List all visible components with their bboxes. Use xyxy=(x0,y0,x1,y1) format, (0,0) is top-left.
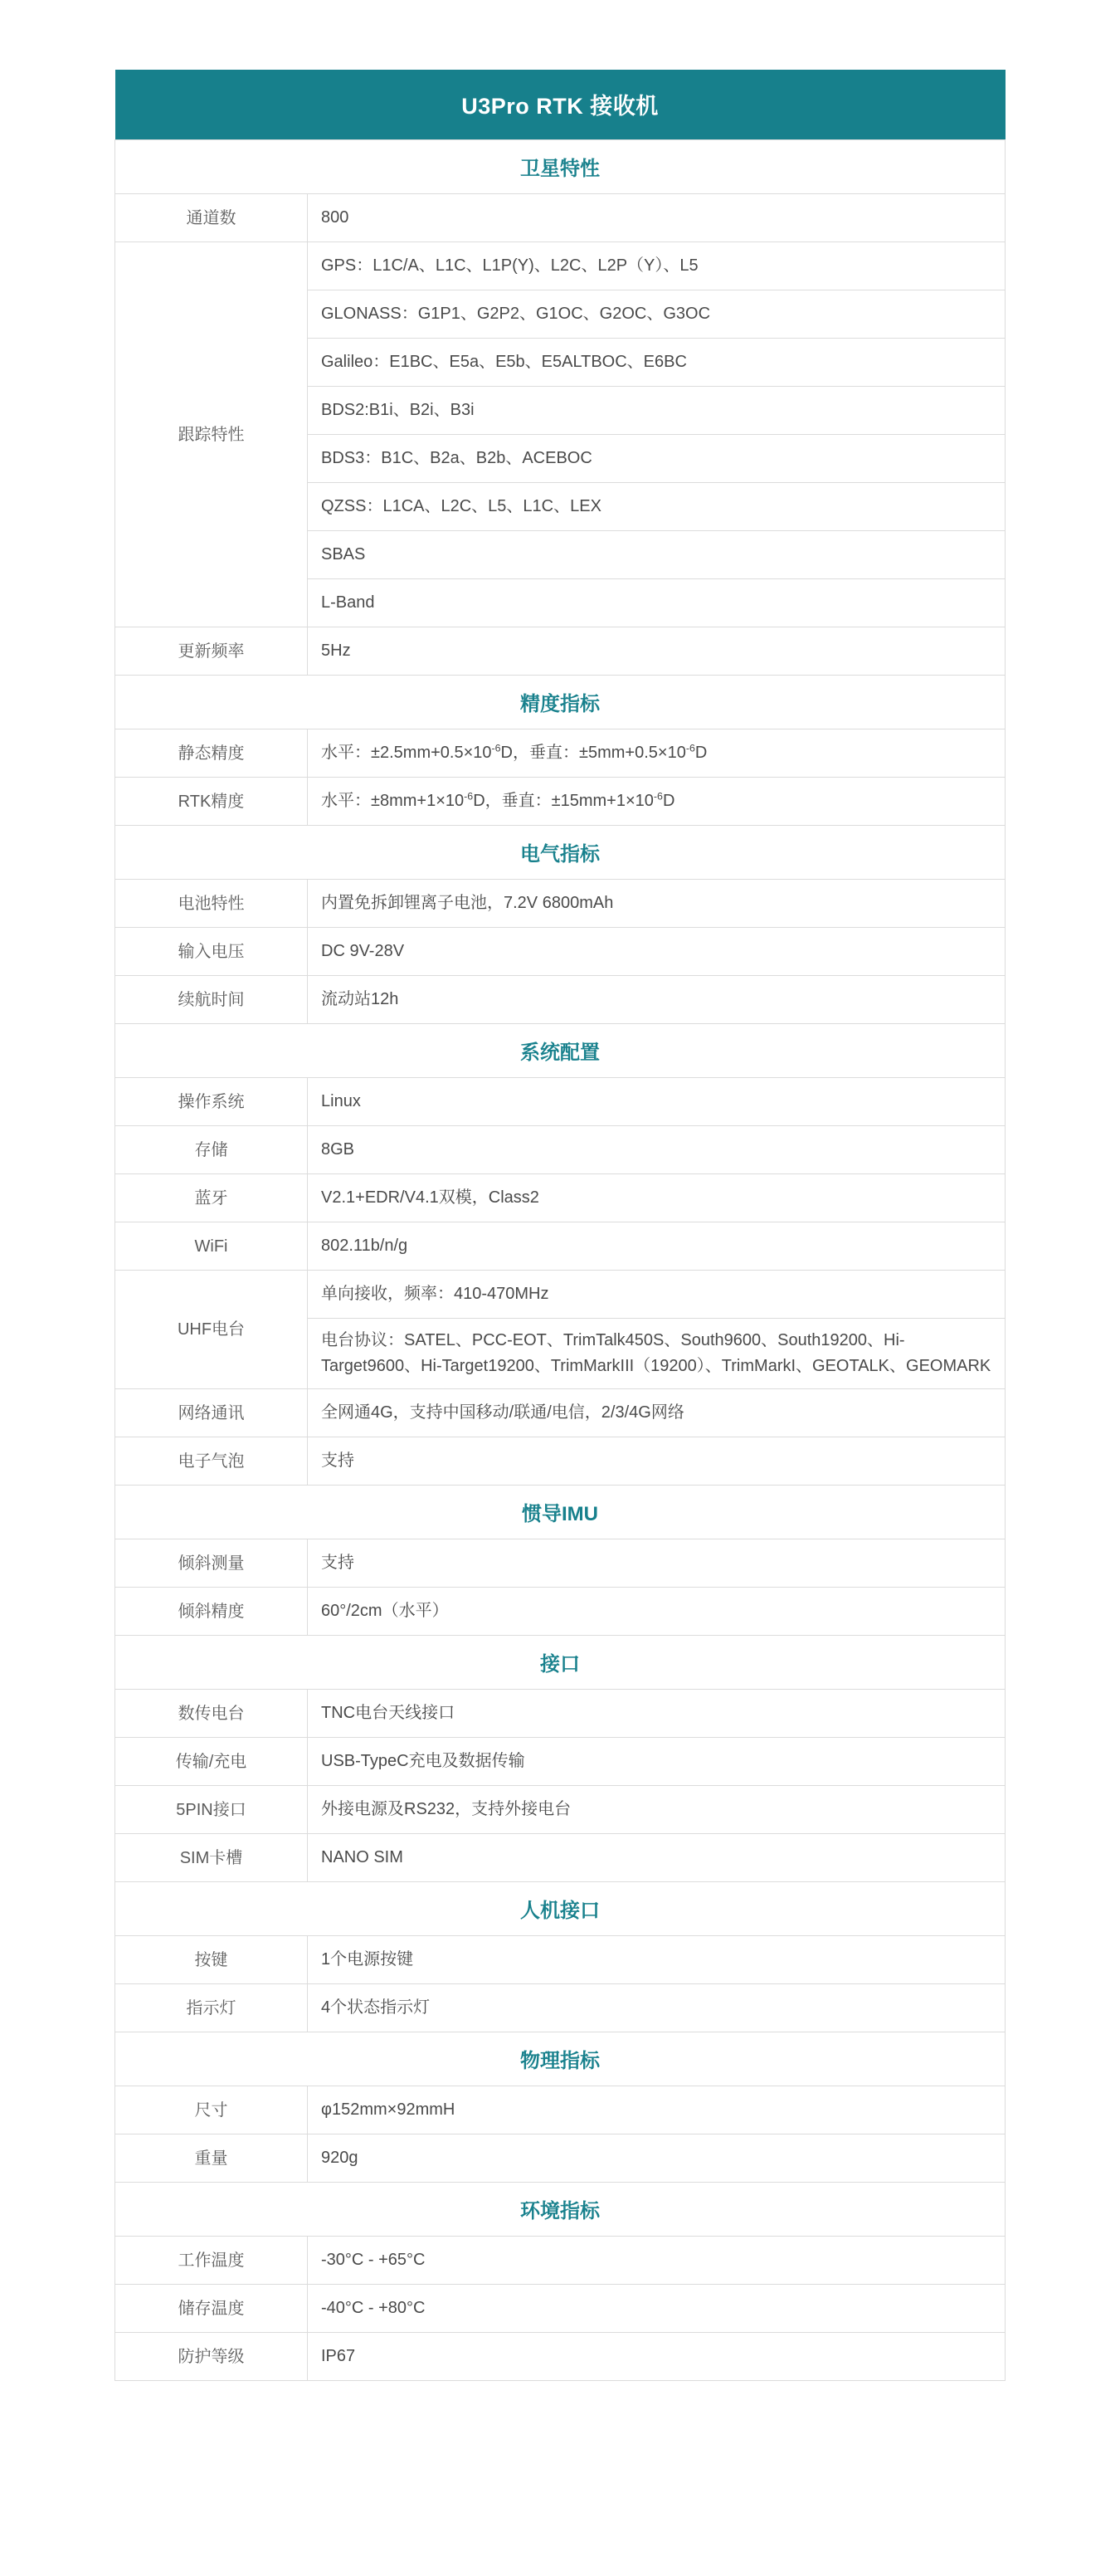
spec-label: 电子气泡 xyxy=(115,1437,308,1486)
spec-value: -40°C - +80°C xyxy=(308,2285,1006,2333)
spec-row xyxy=(115,1078,1006,1126)
spec-value: 水平：$\pm 8mm+1\times 10^{-6}D$，垂直：$\pm 15mm+1\times 10^{-6}D$ xyxy=(308,778,1006,826)
spec-row xyxy=(115,1786,1006,1834)
spec-value: 外接电源及RS232，支持外接电台 xyxy=(308,1786,1006,1834)
spec-table-body xyxy=(115,70,1006,2381)
spec-label: 重量 xyxy=(115,2134,308,2183)
spec-label: 传输/充电 xyxy=(115,1738,308,1786)
spec-row xyxy=(115,778,1006,826)
spec-value: GPS：L1C/A、L1C、L1P(Y)、L2C、L2P（Y）、L5 xyxy=(308,242,1006,290)
section-title: 物理指标 xyxy=(115,2032,1006,2086)
spec-label: 操作系统 xyxy=(115,1078,308,1126)
spec-value: BDS2:B1i、B2i、B3i xyxy=(308,387,1006,435)
spec-label: 倾斜精度 xyxy=(115,1588,308,1636)
section-title: 电气指标 xyxy=(115,826,1006,880)
section-title: 环境指标 xyxy=(115,2183,1006,2237)
spec-value: -30°C - +65°C xyxy=(308,2237,1006,2285)
spec-label: 蓝牙 xyxy=(115,1174,308,1222)
spec-value: NANO SIM xyxy=(308,1834,1006,1882)
spec-label: 按键 xyxy=(115,1936,308,1984)
section-header-row xyxy=(115,1486,1006,1539)
spec-value: SBAS xyxy=(308,531,1006,579)
spec-value: V2.1+EDR/V4.1双模，Class2 xyxy=(308,1174,1006,1222)
spec-row xyxy=(115,2134,1006,2183)
spec-label: 工作温度 xyxy=(115,2237,308,2285)
page-title: U3Pro RTK 接收机 xyxy=(115,70,1006,140)
section-header-row xyxy=(115,2183,1006,2237)
section-header-row xyxy=(115,1882,1006,1936)
spec-value: L-Band xyxy=(308,579,1006,627)
section-title: 系统配置 xyxy=(115,1024,1006,1078)
spec-value: 800 xyxy=(308,194,1006,242)
spec-label: 储存温度 xyxy=(115,2285,308,2333)
spec-value: 内置免拆卸锂离子电池，7.2V 6800mAh xyxy=(308,880,1006,928)
section-title: 人机接口 xyxy=(115,1882,1006,1936)
spec-label: 倾斜测量 xyxy=(115,1539,308,1588)
section-title: 精度指标 xyxy=(115,676,1006,729)
spec-value: TNC电台天线接口 xyxy=(308,1690,1006,1738)
spec-row xyxy=(115,1271,1006,1319)
spec-label: 防护等级 xyxy=(115,2333,308,2381)
spec-value: 1个电源按键 xyxy=(308,1936,1006,1984)
spec-value: USB-TypeC充电及数据传输 xyxy=(308,1738,1006,1786)
spec-value: 流动站12h xyxy=(308,976,1006,1024)
section-header-row xyxy=(115,676,1006,729)
spec-label: 指示灯 xyxy=(115,1984,308,2032)
product-title-row xyxy=(115,70,1006,140)
spec-label: 跟踪特性 xyxy=(115,242,308,627)
spec-row xyxy=(115,1834,1006,1882)
spec-row xyxy=(115,2285,1006,2333)
section-header-row xyxy=(115,2032,1006,2086)
spec-label: 续航时间 xyxy=(115,976,308,1024)
spec-row xyxy=(115,2333,1006,2381)
spec-row xyxy=(115,880,1006,928)
spec-row xyxy=(115,1174,1006,1222)
spec-value: 920g xyxy=(308,2134,1006,2183)
spec-label: RTK精度 xyxy=(115,778,308,826)
spec-row xyxy=(115,1539,1006,1588)
spec-row xyxy=(115,1389,1006,1437)
spec-row xyxy=(115,627,1006,676)
spec-value: 支持 xyxy=(308,1437,1006,1486)
spec-value: 60°/2cm（水平） xyxy=(308,1588,1006,1636)
spec-label: 更新频率 xyxy=(115,627,308,676)
spec-value: DC 9V-28V xyxy=(308,928,1006,976)
spec-label: 输入电压 xyxy=(115,928,308,976)
spec-value: GLONASS：G1P1、G2P2、G1OC、G2OC、G3OC xyxy=(308,290,1006,339)
spec-row xyxy=(115,1437,1006,1486)
spec-label: 通道数 xyxy=(115,194,308,242)
spec-label: 存储 xyxy=(115,1126,308,1174)
section-header-row xyxy=(115,1024,1006,1078)
spec-value: Galileo：E1BC、E5a、E5b、E5ALTBOC、E6BC xyxy=(308,339,1006,387)
spec-value: 802.11b/n/g xyxy=(308,1222,1006,1271)
spec-value: 电台协议：SATEL、PCC-EOT、TrimTalk450S、South9600、South19200、Hi-Target9600、Hi-Target19200、TrimMarkIII（19200）、TrimMarkI、GEOTALK、GEOMARK xyxy=(308,1319,1006,1389)
spec-value: 5Hz xyxy=(308,627,1006,676)
section-title: 接口 xyxy=(115,1636,1006,1690)
spec-label: 电池特性 xyxy=(115,880,308,928)
section-title: 惯导IMU xyxy=(115,1486,1006,1539)
spec-value: 8GB xyxy=(308,1126,1006,1174)
spec-row xyxy=(115,729,1006,778)
section-header-row xyxy=(115,826,1006,880)
spec-value: 支持 xyxy=(308,1539,1006,1588)
spec-label: 网络通讯 xyxy=(115,1389,308,1437)
spec-label: 尺寸 xyxy=(115,2086,308,2134)
spec-value: φ152mm×92mmH xyxy=(308,2086,1006,2134)
section-title: 卫星特性 xyxy=(115,140,1006,194)
spec-row xyxy=(115,242,1006,290)
spec-label: 静态精度 xyxy=(115,729,308,778)
spec-row xyxy=(115,1126,1006,1174)
spec-row xyxy=(115,1936,1006,1984)
spec-value: 全网通4G，支持中国移动/联通/电信，2/3/4G网络 xyxy=(308,1389,1006,1437)
section-header-row xyxy=(115,140,1006,194)
spec-label: WiFi xyxy=(115,1222,308,1271)
spec-value: QZSS：L1CA、L2C、L5、L1C、LEX xyxy=(308,483,1006,531)
spec-label: 数传电台 xyxy=(115,1690,308,1738)
spec-row xyxy=(115,1588,1006,1636)
spec-label: 5PIN接口 xyxy=(115,1786,308,1834)
spec-value: 水平：$\pm 2.5mm+0.5\times 10^{-6}D$，垂直：$\pm 5mm+0.5\times 10^{-6}D$ xyxy=(308,729,1006,778)
spec-row xyxy=(115,1690,1006,1738)
spec-value: IP67 xyxy=(308,2333,1006,2381)
spec-row xyxy=(115,1222,1006,1271)
spec-value: 单向接收，频率：410-470MHz xyxy=(308,1271,1006,1319)
spec-row xyxy=(115,976,1006,1024)
spec-row xyxy=(115,2237,1006,2285)
spec-value: 4个状态指示灯 xyxy=(308,1984,1006,2032)
spec-value: Linux xyxy=(308,1078,1006,1126)
spec-label: UHF电台 xyxy=(115,1271,308,1389)
spec-label: SIM卡槽 xyxy=(115,1834,308,1882)
spec-row xyxy=(115,2086,1006,2134)
section-header-row xyxy=(115,1636,1006,1690)
spec-row xyxy=(115,194,1006,242)
spec-table xyxy=(114,70,1006,2381)
spec-row xyxy=(115,928,1006,976)
spec-row xyxy=(115,1984,1006,2032)
spec-value: BDS3：B1C、B2a、B2b、ACEBOC xyxy=(308,435,1006,483)
spec-row xyxy=(115,1738,1006,1786)
